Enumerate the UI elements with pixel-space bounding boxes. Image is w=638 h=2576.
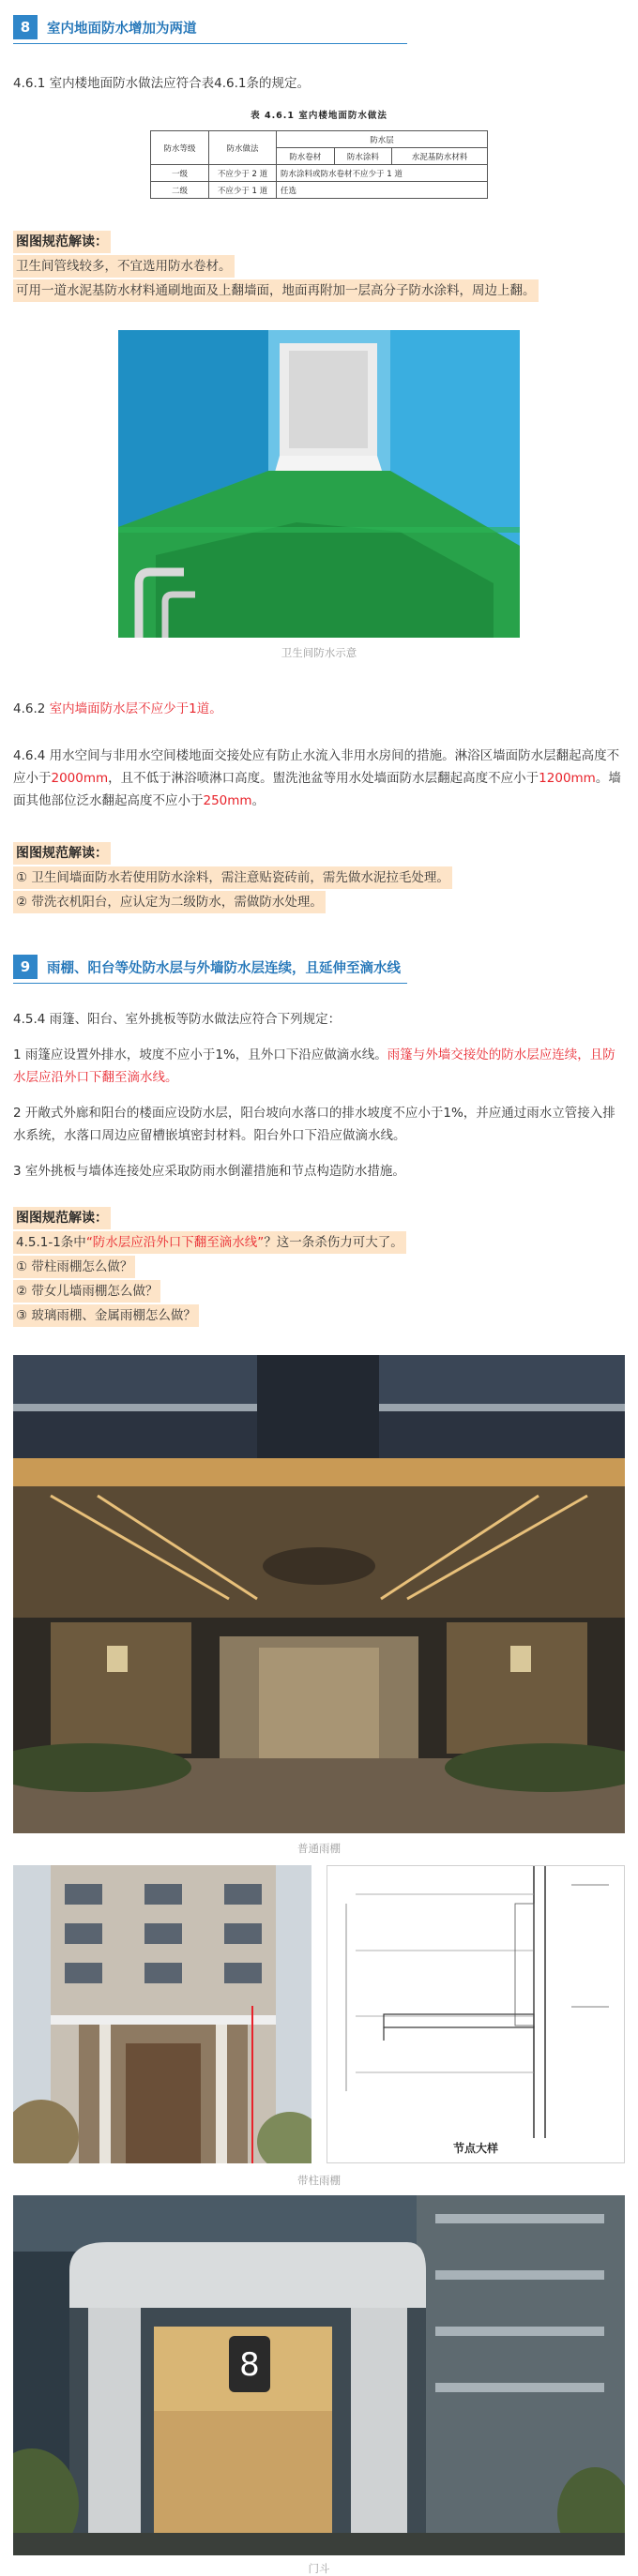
table-cell: 不应少于 2 道 xyxy=(209,165,277,182)
interpretation-line: ① 卫生间墙面防水若使用防水涂料，需注意贴瓷砖前，需先做水泥拉毛处理。 xyxy=(13,866,452,889)
question-text: 4.5.1-1条中 xyxy=(16,1235,86,1250)
node-detail-label: 节点大样 xyxy=(452,2142,498,2155)
section-number: 9 xyxy=(13,955,38,979)
interpretation-line: 卫生间管线较多，不宜选用防水卷材。 xyxy=(13,255,235,278)
table-cell: 不应少于 1 道 xyxy=(209,182,277,199)
vestibule-render xyxy=(13,2195,625,2555)
height-value: 1200mm xyxy=(539,771,596,786)
interpretation-line: ① 带柱雨棚怎么做？ xyxy=(13,1256,135,1278)
column-canopy-figure xyxy=(13,1865,625,2165)
table-row xyxy=(151,182,488,199)
table-row xyxy=(151,165,488,182)
clause-4-6-1: 4.6.1 室内楼地面防水做法应符合表4.6.1条的规定。 xyxy=(13,76,310,91)
table-header: 防水涂料 xyxy=(334,148,392,165)
table-header: 防水层 xyxy=(277,131,488,148)
height-value: 250mm xyxy=(203,793,252,808)
section-9-heading xyxy=(13,955,407,984)
clause-text: 。墙面其他部位泛水翻起高度不应小于 xyxy=(13,771,621,808)
interpretation-question xyxy=(13,1231,406,1254)
question-text: ？这一条杀伤力可大了。 xyxy=(264,1235,403,1250)
interpretation-line: ② 带女儿墙雨棚怎么做？ xyxy=(13,1280,160,1303)
table-cell: 防水涂料或防水卷材不应少于 1 道 xyxy=(277,165,488,182)
column-canopy-render xyxy=(13,1865,311,2163)
section-title: 雨棚、阳台等处防水层与外墙防水层连续，且延伸至滴水线 xyxy=(47,960,401,976)
canopy-render xyxy=(13,1355,625,1833)
photo-caption: 门斗 xyxy=(308,2562,330,2575)
ordinary-canopy-photo xyxy=(13,1355,625,1833)
table-cell: 一级 xyxy=(151,165,209,182)
interpretation-line: ③ 玻璃雨棚、金属雨棚怎么做？ xyxy=(13,1304,199,1327)
photo-caption: 带柱雨棚 xyxy=(297,2174,341,2187)
interpretation-title: 图图规范解读： xyxy=(13,231,111,253)
table-header: 防水卷材 xyxy=(277,148,335,165)
clause-4-5-4-intro: 4.5.4 雨篷、阳台、室外挑板等防水做法应符合下列规定： xyxy=(13,1012,342,1027)
interpretation-block xyxy=(13,842,638,913)
clause-4-6-4 xyxy=(13,745,623,812)
interpretation-line: ② 带洗衣机阳台，应认定为二级防水，需做防水处理。 xyxy=(13,891,326,913)
node-detail-svg xyxy=(327,1866,624,2138)
clause-number: 4.6.2 xyxy=(13,701,50,716)
interpretation-title: 图图规范解读： xyxy=(13,842,111,865)
clause-4-5-4-item-1 xyxy=(13,1044,623,1089)
clause-text: 。 xyxy=(251,793,266,808)
table-title: 表 4.6.1 室内楼地面防水做法 xyxy=(251,111,387,121)
clause-emphasis: 雨篷与外墙交接处的防水层应连续，且防水层应沿外口下翻至滴水线。 xyxy=(13,1047,615,1085)
photo-caption: 卫生间防水示意 xyxy=(281,646,357,659)
section-number: 8 xyxy=(13,15,38,39)
bathroom-illustration xyxy=(118,330,520,638)
node-detail-drawing xyxy=(327,1865,625,2163)
clause-text: ，且不低于淋浴喷淋口高度。盥洗池盆等用水处墙面防水层翻起高度不应小于 xyxy=(108,771,539,786)
section-8-heading xyxy=(13,15,407,44)
column-canopy-photo xyxy=(13,1865,311,2163)
clause-text: 1 雨篷应设置外排水，坡度不应小于1%，且外口下沿应做滴水线。 xyxy=(13,1047,387,1062)
clause-4-5-4-item-2: 2 开敞式外廊和阳台的楼面应设防水层，阳台坡向水落口的排水坡度不应小于1%，并应通过雨水立管接入排水系统，水落口周边应留槽嵌填密封材料。阳台外口下沿应做滴水线。 xyxy=(13,1106,615,1143)
interpretation-block xyxy=(13,231,638,302)
question-quote: “防水层应沿外口下翻至滴水线” xyxy=(85,1235,265,1250)
table-header: 水泥基防水材料 xyxy=(392,148,488,165)
interpretation-line: 可用一道水泥基防水材料通刷地面及上翻墙面，地面再附加一层高分子防水涂料，周边上翻。 xyxy=(13,279,539,302)
clause-text: 室内墙面防水层不应少于1道。 xyxy=(49,701,222,716)
photo-caption: 普通雨棚 xyxy=(297,1842,341,1855)
vestibule-photo xyxy=(13,2195,625,2555)
bathroom-waterproof-photo xyxy=(118,330,520,638)
section-title: 室内地面防水增加为两道 xyxy=(47,21,197,37)
table-header: 防水等级 xyxy=(151,131,209,165)
table-cell: 任选 xyxy=(277,182,488,199)
table-header: 防水做法 xyxy=(209,131,277,165)
height-value: 2000mm xyxy=(51,771,109,786)
waterproof-table xyxy=(150,130,488,199)
table-cell: 二级 xyxy=(151,182,209,199)
clause-4-5-4-item-3: 3 室外挑板与墙体连接处应采取防雨水倒灌措施和节点构造防水措施。 xyxy=(13,1164,405,1179)
interpretation-title: 图图规范解读： xyxy=(13,1207,111,1229)
article xyxy=(0,15,638,2576)
door-number-badge: 8 xyxy=(239,2346,260,2384)
interpretation-block xyxy=(13,1207,638,1327)
clause-text: 4.6.4 用水空间与非用水空间楼地面交接处应有防止水流入非用水房间的措施。淋浴区墙面防水层翻起高度不应小于 xyxy=(13,748,620,786)
clause-4-6-2 xyxy=(13,698,623,720)
